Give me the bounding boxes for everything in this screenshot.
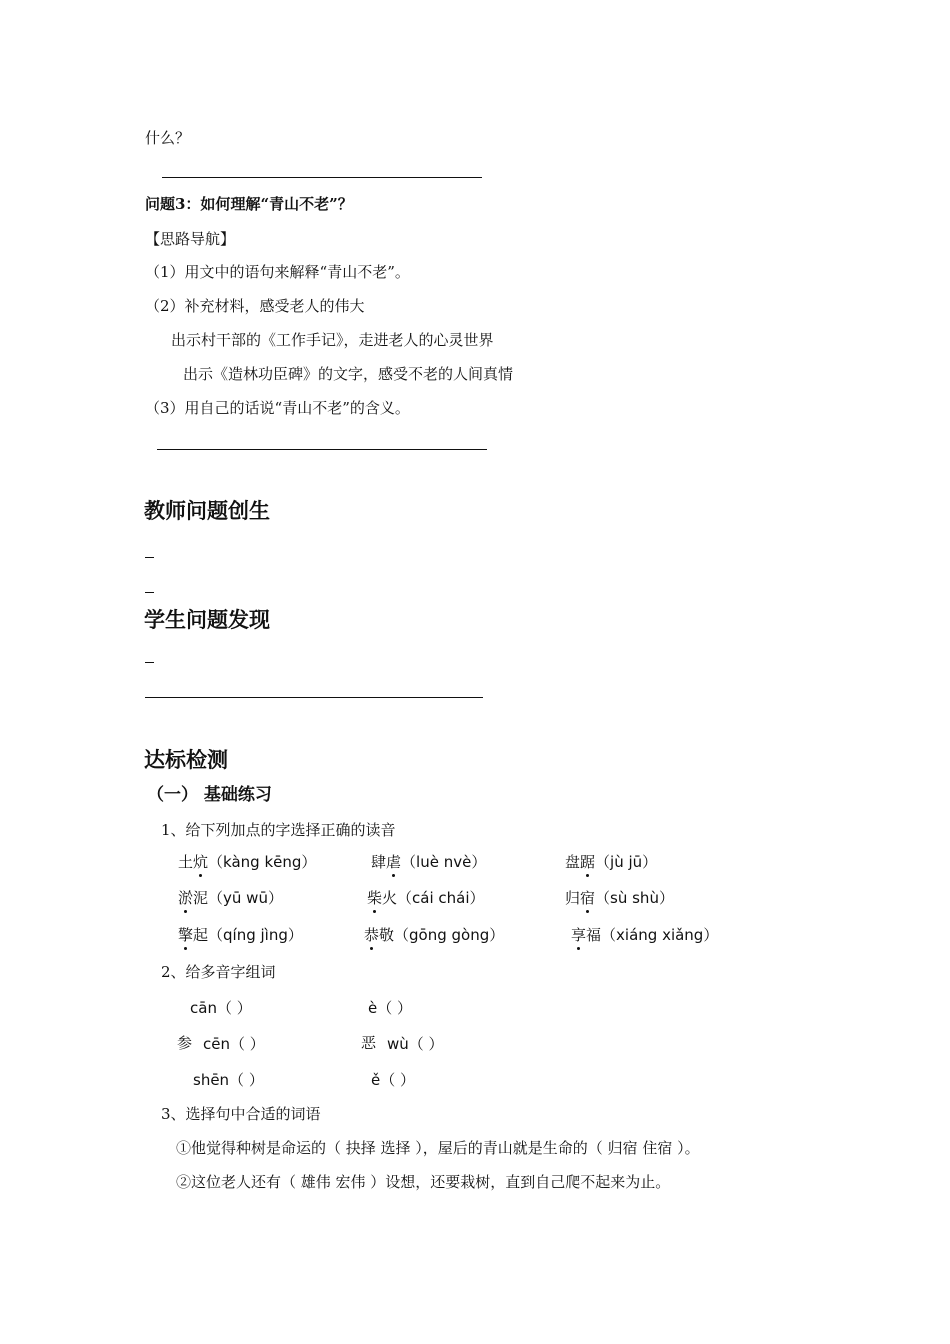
pinyin-can-2: cēn（ ）: [203, 1035, 265, 1053]
exercise-3-sentence-1: ①他觉得种树是命运的（ 抉择 选择 ），屋后的青山就是生命的（ 归宿 住宿 ）。: [176, 1139, 700, 1157]
pinyin-options: （qíng jìng）: [208, 926, 303, 944]
pinyin-e-2: wù（ ）: [387, 1035, 444, 1053]
subsection-basic-practice: （一） 基础练习: [147, 785, 272, 805]
word-char: 柴: [367, 889, 383, 907]
word-char: 土: [178, 853, 194, 871]
exercise-3-sentence-2: ②这位老人还有（ 雄伟 宏伟 ）设想，还要栽树，直到自己爬不起来为止。: [176, 1173, 671, 1191]
word-char: 踞: [580, 853, 596, 871]
answer-line: [162, 177, 482, 178]
pinyin-options: （yū wū）: [208, 889, 283, 907]
word-char: 恭: [364, 926, 380, 944]
exercise-3-title: 3、选择句中合适的词语: [161, 1105, 321, 1123]
word-char: 起: [193, 926, 209, 944]
word-char: 擎: [178, 926, 194, 944]
word-char: 火: [382, 889, 398, 907]
answer-dash: [145, 557, 154, 558]
word-char: 敬: [379, 926, 395, 944]
word-char: 炕: [193, 853, 209, 871]
word-char: 宿: [580, 889, 596, 907]
answer-dash: [145, 592, 154, 593]
char-e: 恶: [361, 1034, 377, 1052]
word-char: 虐: [386, 853, 402, 871]
guide-step-1: （1）用文中的语句来解释“青山不老”。: [145, 263, 410, 281]
section-test: 达标检测: [144, 748, 228, 772]
reading-item: [571, 925, 718, 945]
pinyin-options: （sù shù）: [595, 889, 674, 907]
pinyin-e-3: ě（ ）: [371, 1071, 415, 1089]
pinyin-options: （luè nvè）: [401, 853, 487, 871]
pinyin-options: （cái chái）: [397, 889, 485, 907]
char-can: 参: [177, 1034, 193, 1052]
reading-item: [371, 852, 486, 872]
answer-line: [145, 697, 483, 698]
reading-item: [178, 888, 283, 908]
reading-item: [367, 888, 485, 908]
reading-item: [364, 925, 504, 945]
answer-line: [157, 449, 487, 450]
pinyin-options: （gōng gòng）: [394, 926, 505, 944]
guide-material-1: 出示村干部的《工作手记》，走进老人的心灵世界: [171, 331, 494, 349]
pinyin-can-1: cān（ ）: [190, 999, 252, 1017]
section-student-questions: 学生问题发现: [144, 608, 270, 632]
question-2-tail: 什么？: [145, 129, 191, 147]
pinyin-e-1: è（ ）: [368, 999, 412, 1017]
guide-step-3: （3）用自己的话说“青山不老”的含义。: [145, 399, 410, 417]
reading-item: [178, 925, 303, 945]
word-char: 淤: [178, 889, 194, 907]
reading-item: [178, 852, 316, 872]
exercise-1-title: 1、给下列加点的字选择正确的读音: [161, 821, 396, 839]
guide-step-2: （2）补充材料，感受老人的伟大: [145, 297, 365, 315]
word-char: 肆: [371, 853, 387, 871]
reading-item: [565, 852, 657, 872]
question-3-title: 问题3：如何理解“青山不老”？: [145, 195, 353, 213]
word-char: 泥: [193, 889, 209, 907]
word-char: 福: [586, 926, 602, 944]
pinyin-can-3: shēn（ ）: [193, 1071, 264, 1089]
reading-item: [565, 888, 674, 908]
pinyin-options: （kàng kēng）: [208, 853, 317, 871]
word-char: 享: [571, 926, 587, 944]
guide-material-2: 出示《造林功臣碑》的文字，感受不老的人间真情: [183, 365, 514, 383]
pinyin-options: （xiáng xiǎng）: [601, 926, 719, 944]
word-char: 盘: [565, 853, 581, 871]
guide-heading: 【思路导航】: [145, 230, 236, 248]
word-char: 归: [565, 889, 581, 907]
pinyin-options: （jù jū）: [595, 853, 658, 871]
section-teacher-questions: 教师问题创生: [144, 499, 270, 523]
answer-dash: [145, 662, 154, 663]
exercise-2-title: 2、给多音字组词: [161, 963, 276, 981]
